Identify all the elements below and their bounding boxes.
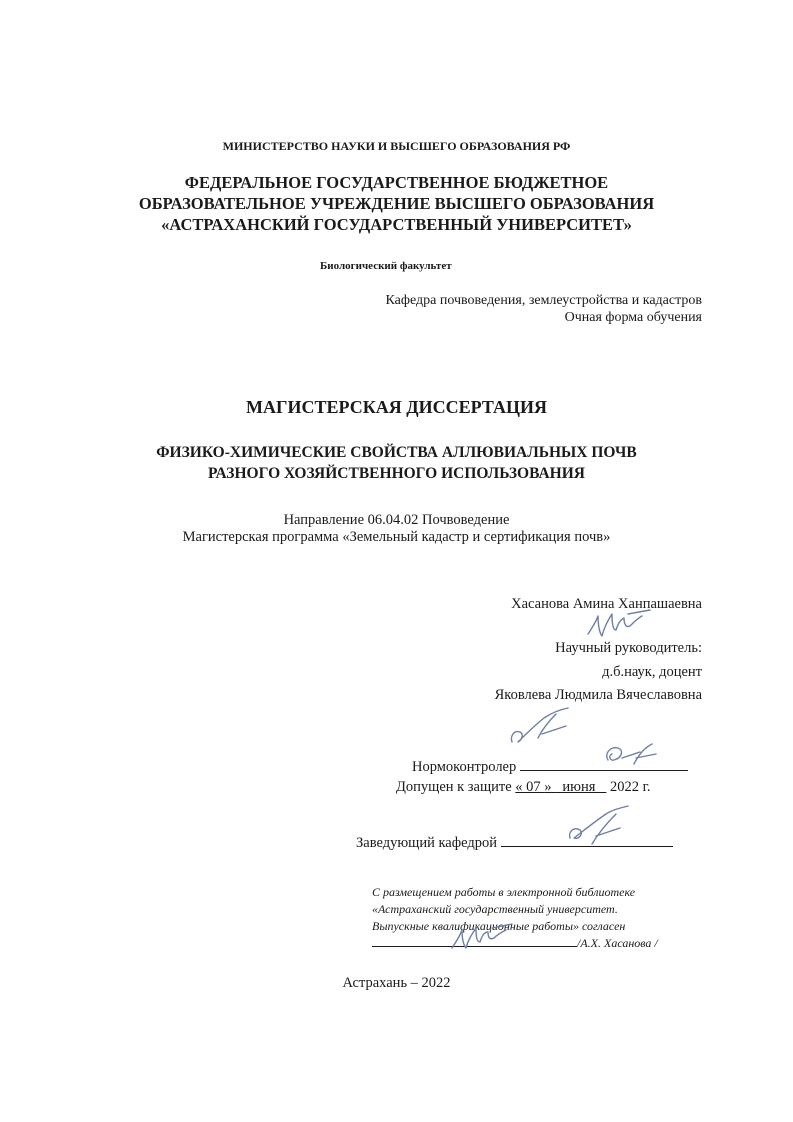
thesis-type: МАГИСТЕРСКАЯ ДИССЕРТАЦИЯ xyxy=(246,397,547,417)
author-name: Хасанова Амина Ханпашаевна xyxy=(511,596,702,612)
admission-label: Допущен к защите xyxy=(396,779,512,795)
admission-month: июня xyxy=(555,779,607,795)
date-close-quote: » xyxy=(544,779,552,795)
admission-day: 07 xyxy=(522,779,545,795)
institution-name xyxy=(0,172,793,235)
institution-line-1: ФЕДЕРАЛЬНОЕ ГОСУДАРСТВЕННОЕ БЮДЖЕТНОЕ xyxy=(184,173,609,192)
consent-line-2: «Астраханский государственный университет. xyxy=(372,902,618,916)
thesis-title-line-2: РАЗНОГО ХОЗЯЙСТВЕННОГО ИСПОЛЬЗОВАНИЯ xyxy=(208,465,585,482)
admission-date xyxy=(515,779,606,795)
supervisor-degree: д.б.наук, доцент xyxy=(602,664,702,680)
study-form: Очная форма обучения xyxy=(564,310,702,325)
department-block xyxy=(386,292,702,326)
head-of-department-signature xyxy=(566,806,636,852)
supervisor-name: Яковлева Людмила Вячеславовна xyxy=(494,687,702,703)
head-of-department-label: Заведующий кафедрой xyxy=(356,835,498,851)
supervisor-label: Научный руководитель: xyxy=(555,640,702,656)
ministry-heading: МИНИСТЕРСТВО НАУКИ И ВЫСШЕГО ОБРАЗОВАНИЯ РФ xyxy=(222,139,571,153)
department-name: Кафедра почвоведения, землеустройства и кадастров xyxy=(385,293,702,308)
consent-signature xyxy=(450,922,520,954)
program-block xyxy=(0,512,793,546)
faculty-name: Биологический факультет xyxy=(320,260,452,272)
thesis-title-line-1: ФИЗИКО-ХИМИЧЕСКИЕ СВОЙСТВА АЛЛЮВИАЛЬНЫХ ПОЧВ xyxy=(156,444,637,461)
study-direction: Направление 06.04.02 Почвоведение xyxy=(283,512,510,528)
consent-line-3: Выпускные квалификационные работы» согласен xyxy=(372,919,626,933)
study-program: Магистерская программа «Земельный кадастр и сертификация почв» xyxy=(182,529,611,545)
consent-signatory: /А.Х. Хасанова / xyxy=(577,936,658,950)
institution-line-3: «АСТРАХАНСКИЙ ГОСУДАРСТВЕННЫЙ УНИВЕРСИТЕТ» xyxy=(161,215,632,234)
normocontroller-label: Нормоконтролер xyxy=(412,759,517,775)
thesis-title xyxy=(0,442,793,484)
admission-year: 2022 г. xyxy=(606,779,651,795)
consent-line-1: С размещением работы в электронной библиотеке xyxy=(372,885,636,899)
author-signature xyxy=(586,608,656,642)
institution-line-2: ОБРАЗОВАТЕЛЬНОЕ УЧРЕЖДЕНИЕ ВЫСШЕГО ОБРАЗОВАНИЯ xyxy=(138,194,655,213)
supervisor-signature xyxy=(508,706,578,750)
normocontroller-signature xyxy=(600,742,660,772)
city-and-year: Астрахань – 2022 xyxy=(342,975,451,991)
date-open-quote: « xyxy=(515,779,523,795)
admission-row xyxy=(396,779,651,796)
